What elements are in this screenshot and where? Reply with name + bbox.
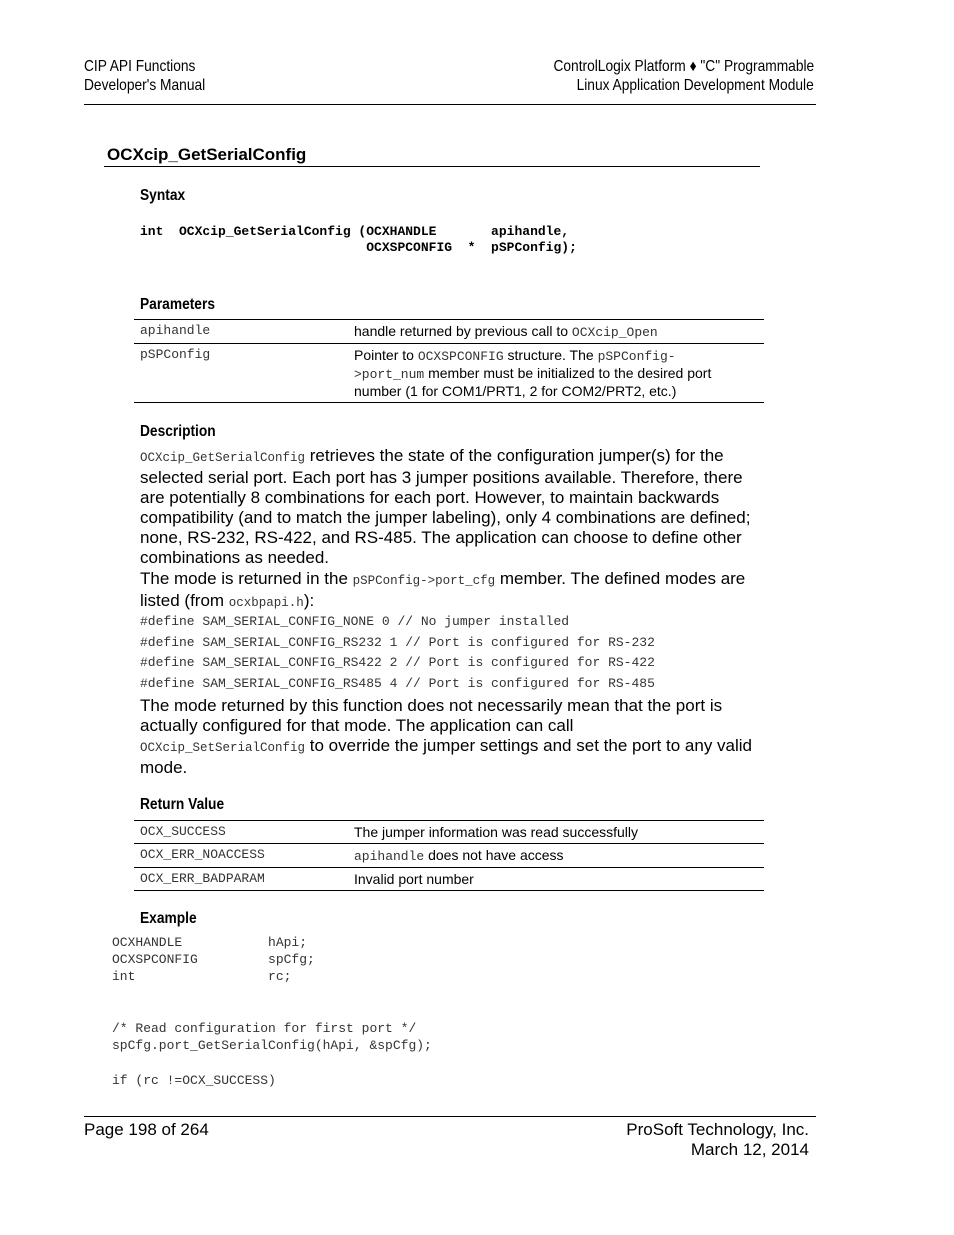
title-divider xyxy=(104,166,760,167)
return-desc: Invalid port number xyxy=(348,868,764,891)
syntax-line-2: OCXSPCONFIG * pSPConfig); xyxy=(140,240,577,255)
page-number: Page 198 of 264 xyxy=(84,1120,209,1139)
return-desc: apihandle does not have access xyxy=(348,844,764,868)
param-desc: handle returned by previous call to OCXcip_Open xyxy=(348,320,764,344)
header-doc-section: CIP API Functions xyxy=(84,58,196,75)
define-line: #define SAM_SERIAL_CONFIG_RS485 4 // Port is configured for RS-485 xyxy=(140,675,655,691)
header-platform: ControlLogix Platform ♦ "C" Programmable xyxy=(553,58,814,75)
define-list xyxy=(140,612,655,694)
define-line: #define SAM_SERIAL_CONFIG_RS232 1 // Port is configured for RS-232 xyxy=(140,634,655,650)
footer-divider xyxy=(84,1116,816,1117)
table-row xyxy=(134,320,764,344)
example-code: OCXHANDLE hApi; OCXSPCONFIG spCfg; int rc; /* Read configuration for first port */ spCfg.port_GetSerialConfig(hApi, &spCfg); if (rc !=OCX_SUCCESS) xyxy=(112,935,432,1088)
param-desc: Pointer to OCXSPCONFIG structure. The pSPConfig- >port_num member must be initialized to the desired port number (1 for COM1/PRT1, 2 for COM2/PRT2, etc.) xyxy=(348,344,764,403)
publish-date: March 12, 2014 xyxy=(690,1140,809,1159)
company-name: ProSoft Technology, Inc. xyxy=(626,1120,809,1139)
header-left xyxy=(84,57,225,95)
table-row xyxy=(134,844,764,868)
header-right xyxy=(511,57,814,95)
syntax-code xyxy=(140,224,577,256)
return-code: OCX_ERR_BADPARAM xyxy=(134,868,348,891)
define-line: #define SAM_SERIAL_CONFIG_RS422 2 // Port is configured for RS-422 xyxy=(140,655,655,670)
param-name: pSPConfig xyxy=(134,344,348,403)
define-line: #define SAM_SERIAL_CONFIG_NONE 0 // No jumper installed xyxy=(140,614,570,629)
syntax-line-1: int OCXcip_GetSerialConfig (OCXHANDLE apihandle, xyxy=(140,224,570,239)
header-module: Linux Application Development Module xyxy=(576,77,814,94)
return-value-heading: Return Value xyxy=(140,796,225,813)
return-desc: The jumper information was read successfully xyxy=(348,821,764,844)
parameters-table xyxy=(134,319,764,403)
return-value-table xyxy=(134,820,764,891)
page-title: OCXcip_GetSerialConfig xyxy=(107,145,307,164)
footer-right xyxy=(626,1120,809,1160)
example-heading: Example xyxy=(140,910,197,927)
description-paragraph-1: OCXcip_GetSerialConfig retrieves the state of the configuration jumper(s) for the selected serial port. Each port has 3 jumper positions available. Therefore, there are potentially 8 combinations for each port. However, to maintain backwards compatibility (and to match the jumper labeling), only 4 combinations are defined; none, RS-232, RS-422, and RS-485. The application can choose to define other combinations as needed. xyxy=(140,446,751,567)
header-doc-type: Developer's Manual xyxy=(84,77,206,94)
function-name-code: OCXcip_GetSerialConfig xyxy=(140,451,306,465)
parameters-heading: Parameters xyxy=(140,296,215,313)
table-row xyxy=(134,344,764,403)
description-paragraph-3: The mode returned by this function does not necessarily mean that the port is actually configured for that mode. The application can call OCXcip_SetSerialConfig to override the jumper settings and set the port to any valid mode. xyxy=(140,696,753,777)
syntax-heading: Syntax xyxy=(140,187,186,204)
table-row xyxy=(134,868,764,891)
return-code: OCX_SUCCESS xyxy=(134,821,348,844)
return-code: OCX_ERR_NOACCESS xyxy=(134,844,348,868)
table-row xyxy=(134,821,764,844)
header-divider xyxy=(84,104,816,105)
description-heading: Description xyxy=(140,423,216,440)
param-name: apihandle xyxy=(134,320,348,344)
description-paragraph-2: The mode is returned in the pSPConfig->port_cfg member. The defined modes are listed (from ocxbpapi.h): xyxy=(140,569,746,610)
